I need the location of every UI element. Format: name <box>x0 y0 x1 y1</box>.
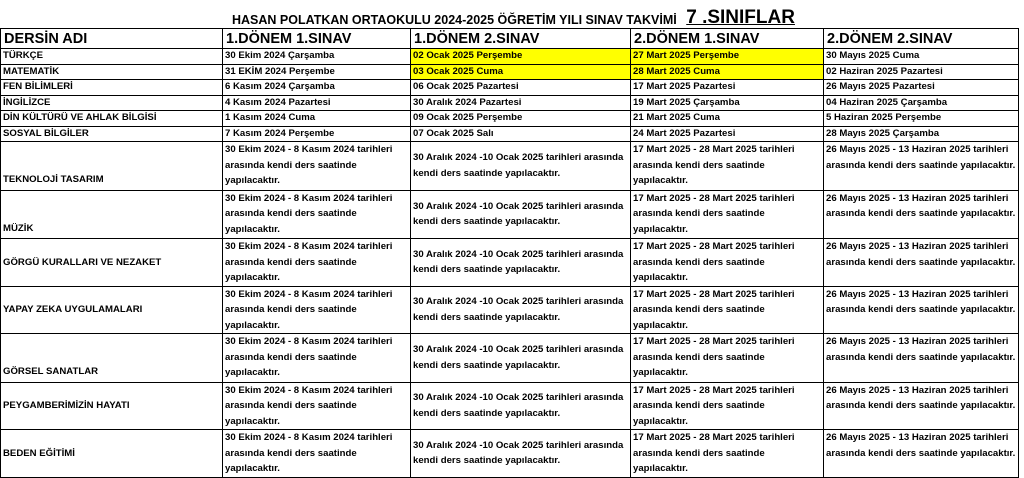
date-cell: 31 EKİM 2024 Perşembe <box>223 64 411 80</box>
header-row <box>1 29 1019 49</box>
range-cell: 30 Aralık 2024 -10 Ocak 2025 tarihleri arasında kendi ders saatinde yapılacaktır. <box>411 190 631 239</box>
date-cell: 1 Kasım 2024 Cuma <box>223 111 411 127</box>
class-label: 7 .SINIFLAR <box>686 7 795 28</box>
subject-cell: FEN BİLİMLERİ <box>1 80 223 96</box>
table-row <box>1 239 1019 287</box>
table-row <box>1 80 1019 96</box>
date-cell: 30 Aralık 2024 Pazartesi <box>411 95 631 111</box>
subject-cell: SOSYAL BİLGİLER <box>1 126 223 142</box>
range-cell: 30 Ekim 2024 - 8 Kasım 2024 tarihleri arasında kendi ders saatinde yapılacaktır. <box>223 430 411 478</box>
date-cell: 6 Kasım 2024 Çarşamba <box>223 80 411 96</box>
range-cell: 30 Aralık 2024 -10 Ocak 2025 tarihleri arasında kendi ders saatinde yapılacaktır. <box>411 286 631 334</box>
range-cell: 30 Aralık 2024 -10 Ocak 2025 tarihleri arasında kendi ders saatinde yapılacaktır. <box>411 334 631 383</box>
subject-cell: YAPAY ZEKA UYGULAMALARI <box>1 286 223 334</box>
range-cell: 30 Aralık 2024 -10 Ocak 2025 tarihleri arasında kendi ders saatinde yapılacaktır. <box>411 430 631 478</box>
date-cell: 7 Kasım 2024 Perşembe <box>223 126 411 142</box>
table-row <box>1 126 1019 142</box>
date-cell: 02 Ocak 2025 Perşembe <box>411 49 631 65</box>
range-cell: 17 Mart 2025 - 28 Mart 2025 tarihleri arasında kendi ders saatinde yapılacaktır. <box>631 382 824 430</box>
date-cell: 09 Ocak 2025 Perşembe <box>411 111 631 127</box>
range-cell: 30 Aralık 2024 -10 Ocak 2025 tarihleri arasında kendi ders saatinde yapılacaktır. <box>411 239 631 287</box>
date-cell: 30 Ekim 2024 Çarşamba <box>223 49 411 65</box>
range-cell: 30 Ekim 2024 - 8 Kasım 2024 tarihleri arasında kendi ders saatinde yapılacaktır. <box>223 239 411 287</box>
range-cell: 26 Mayıs 2025 - 13 Haziran 2025 tarihleri arasında kendi ders saatinde yapılacaktır. <box>824 286 1019 334</box>
table-row <box>1 190 1019 239</box>
subject-cell: MATEMATİK <box>1 64 223 80</box>
table-row <box>1 64 1019 80</box>
table-row <box>1 382 1019 430</box>
range-cell: 26 Mayıs 2025 - 13 Haziran 2025 tarihleri arasında kendi ders saatinde yapılacaktır. <box>824 239 1019 287</box>
subject-cell: TÜRKÇE <box>1 49 223 65</box>
subject-cell: DİN KÜLTÜRÜ VE AHLAK BİLGİSİ <box>1 111 223 127</box>
subject-cell: GÖRSEL SANATLAR <box>1 334 223 383</box>
date-cell: 06 Ocak 2025 Pazartesi <box>411 80 631 96</box>
date-cell: 28 Mayıs 2025 Çarşamba <box>824 126 1019 142</box>
page-title <box>232 8 795 30</box>
header-term2-exam1: 2.DÖNEM 1.SINAV <box>631 29 824 49</box>
range-cell: 17 Mart 2025 - 28 Mart 2025 tarihleri arasında kendi ders saatinde yapılacaktır. <box>631 190 824 239</box>
range-cell: 30 Ekim 2024 - 8 Kasım 2024 tarihleri arasında kendi ders saatinde yapılacaktır. <box>223 382 411 430</box>
range-cell: 17 Mart 2025 - 28 Mart 2025 tarihleri arasında kendi ders saatinde yapılacaktır. <box>631 286 824 334</box>
date-cell: 24 Mart 2025 Pazartesi <box>631 126 824 142</box>
range-cell: 30 Aralık 2024 -10 Ocak 2025 tarihleri arasında kendi ders saatinde yapılacaktır. <box>411 142 631 191</box>
date-cell: 17 Mart 2025 Pazartesi <box>631 80 824 96</box>
table-row <box>1 95 1019 111</box>
date-cell: 26 Mayıs 2025 Pazartesi <box>824 80 1019 96</box>
range-cell: 17 Mart 2025 - 28 Mart 2025 tarihleri arasında kendi ders saatinde yapılacaktır. <box>631 239 824 287</box>
range-cell: 17 Mart 2025 - 28 Mart 2025 tarihleri arasında kendi ders saatinde yapılacaktır. <box>631 430 824 478</box>
exam-schedule-table <box>0 28 1019 478</box>
subject-cell: İNGİLİZCE <box>1 95 223 111</box>
range-cell: 30 Ekim 2024 - 8 Kasım 2024 tarihleri arasında kendi ders saatinde yapılacaktır. <box>223 142 411 191</box>
subject-cell: MÜZİK <box>1 190 223 239</box>
range-cell: 26 Mayıs 2025 - 13 Haziran 2025 tarihleri arasında kendi ders saatinde yapılacaktır. <box>824 190 1019 239</box>
range-cell: 26 Mayıs 2025 - 13 Haziran 2025 tarihleri arasında kendi ders saatinde yapılacaktır. <box>824 334 1019 383</box>
table-row <box>1 49 1019 65</box>
date-cell: 02 Haziran 2025 Pazartesi <box>824 64 1019 80</box>
date-cell: 4 Kasım 2024 Pazartesi <box>223 95 411 111</box>
table-row <box>1 430 1019 478</box>
range-cell: 17 Mart 2025 - 28 Mart 2025 tarihleri arasında kendi ders saatinde yapılacaktır. <box>631 334 824 383</box>
header-term1-exam1: 1.DÖNEM 1.SINAV <box>223 29 411 49</box>
school-title: HASAN POLATKAN ORTAOKULU 2024-2025 ÖĞRETİM YILI SINAV TAKVİMİ <box>232 13 677 27</box>
header-subject: DERSİN ADI <box>1 29 223 49</box>
table-row <box>1 142 1019 191</box>
subject-cell: GÖRGÜ KURALLARI VE NEZAKET <box>1 239 223 287</box>
title-row <box>0 0 1024 30</box>
table-row <box>1 286 1019 334</box>
range-cell: 30 Ekim 2024 - 8 Kasım 2024 tarihleri arasında kendi ders saatinde yapılacaktır. <box>223 286 411 334</box>
date-cell: 27 Mart 2025 Perşembe <box>631 49 824 65</box>
subject-cell: PEYGAMBERİMİZİN HAYATI <box>1 382 223 430</box>
header-term2-exam2: 2.DÖNEM 2.SINAV <box>824 29 1019 49</box>
range-cell: 26 Mayıs 2025 - 13 Haziran 2025 tarihleri arasında kendi ders saatinde yapılacaktır. <box>824 382 1019 430</box>
subject-cell: TEKNOLOJİ TASARIM <box>1 142 223 191</box>
date-cell: 30 Mayıs 2025 Cuma <box>824 49 1019 65</box>
range-cell: 30 Aralık 2024 -10 Ocak 2025 tarihleri arasında kendi ders saatinde yapılacaktır. <box>411 382 631 430</box>
date-cell: 03 Ocak 2025 Cuma <box>411 64 631 80</box>
table-row <box>1 111 1019 127</box>
range-cell: 30 Ekim 2024 - 8 Kasım 2024 tarihleri arasında kendi ders saatinde yapılacaktır. <box>223 334 411 383</box>
range-cell: 17 Mart 2025 - 28 Mart 2025 tarihleri arasında kendi ders saatinde yapılacaktır. <box>631 142 824 191</box>
date-cell: 04 Haziran 2025 Çarşamba <box>824 95 1019 111</box>
range-cell: 26 Mayıs 2025 - 13 Haziran 2025 tarihleri arasında kendi ders saatinde yapılacaktır. <box>824 142 1019 191</box>
date-cell: 07 Ocak 2025 Salı <box>411 126 631 142</box>
date-cell: 21 Mart 2025 Cuma <box>631 111 824 127</box>
header-term1-exam2: 1.DÖNEM 2.SINAV <box>411 29 631 49</box>
range-cell: 26 Mayıs 2025 - 13 Haziran 2025 tarihleri arasında kendi ders saatinde yapılacaktır. <box>824 430 1019 478</box>
date-cell: 28 Mart 2025 Cuma <box>631 64 824 80</box>
table-row <box>1 334 1019 383</box>
date-cell: 5 Haziran 2025 Perşembe <box>824 111 1019 127</box>
subject-cell: BEDEN EĞİTİMİ <box>1 430 223 478</box>
date-cell: 19 Mart 2025 Çarşamba <box>631 95 824 111</box>
range-cell: 30 Ekim 2024 - 8 Kasım 2024 tarihleri arasında kendi ders saatinde yapılacaktır. <box>223 190 411 239</box>
